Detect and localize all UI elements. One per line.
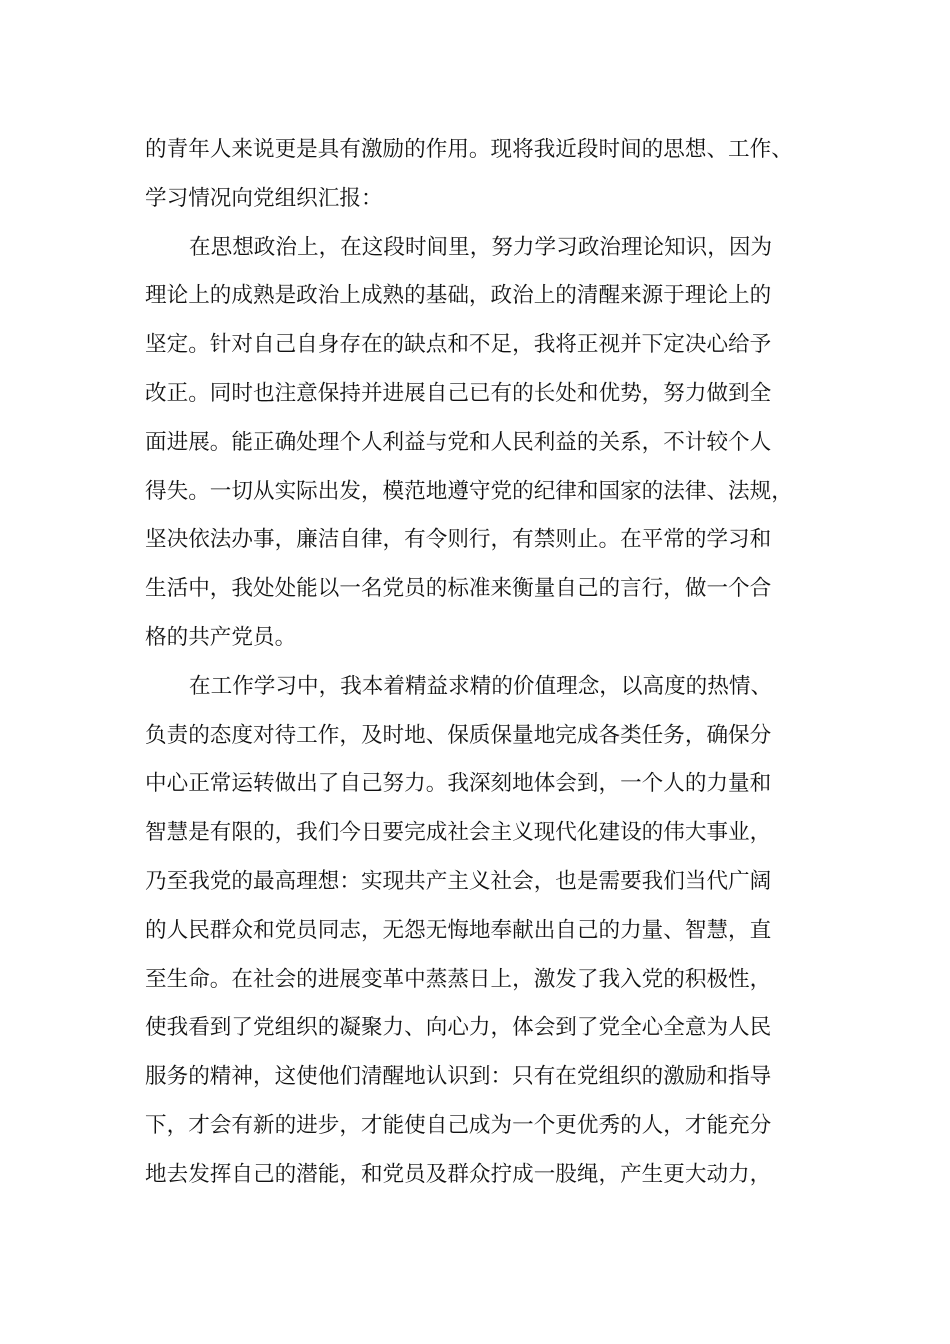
- text-line: 得失。一切从实际出发，模范地遵守党的纪律和国家的法律、法规，: [145, 478, 793, 504]
- text-line: 学习情况向党组织汇报：: [145, 185, 383, 211]
- text-line: 改正。同时也注意保持并进展自己已有的长处和优势，努力做到全: [145, 380, 772, 406]
- text-line: 在工作学习中，我本着精益求精的价值理念，以高度的热情、: [189, 673, 773, 699]
- text-line: 智慧是有限的，我们今日要完成社会主义现代化建设的伟大事业，: [145, 820, 772, 846]
- document-body: [145, 126, 825, 1200]
- text-line: 生活中，我处处能以一名党员的标准来衡量自己的言行，做一个合: [145, 576, 772, 602]
- text-line: 乃至我党的最高理想：实现共产主义社会，也是需要我们当代广阔: [145, 868, 772, 894]
- text-line: 理论上的成熟是政治上成熟的基础，政治上的清醒来源于理论上的: [145, 283, 772, 309]
- text-line: 面进展。能正确处理个人利益与党和人民利益的关系，不计较个人: [145, 429, 772, 455]
- text-line: 坚定。针对自己自身存在的缺点和不足，我将正视并下定决心给予: [145, 332, 772, 358]
- text-line: 至生命。在社会的进展变革中蒸蒸日上，激发了我入党的积极性，: [145, 966, 772, 992]
- text-line: 的青年人来说更是具有激励的作用。现将我近段时间的思想、工作、: [145, 137, 793, 162]
- text-line: 使我看到了党组织的凝聚力、向心力，体会到了党全心全意为人民: [145, 1015, 772, 1041]
- text-line: 服务的精神，这使他们清醒地认识到：只有在党组织的激励和指导: [145, 1064, 772, 1090]
- text-line: 负责的态度对待工作，及时地、保质保量地完成各类任务，确保分: [145, 722, 772, 748]
- text-line: 中心正常运转做出了自己努力。我深刻地体会到，一个人的力量和: [145, 771, 772, 797]
- text-line: 坚决依法办事，廉洁自律，有令则行，有禁则止。在平常的学习和: [145, 527, 772, 553]
- text-line: 地去发挥自己的潜能，和党员及群众拧成一股绳，产生更大动力，: [145, 1161, 772, 1187]
- text-line: 格的共产党员。: [145, 624, 297, 650]
- text-line: 的人民群众和党员同志，无怨无悔地奉献出自己的力量、智慧，直: [145, 917, 772, 943]
- text-line: 在思想政治上，在这段时间里，努力学习政治理论知识，因为: [189, 234, 773, 260]
- text-line: 下，才会有新的进步，才能使自己成为一个更优秀的人，才能充分: [145, 1112, 772, 1138]
